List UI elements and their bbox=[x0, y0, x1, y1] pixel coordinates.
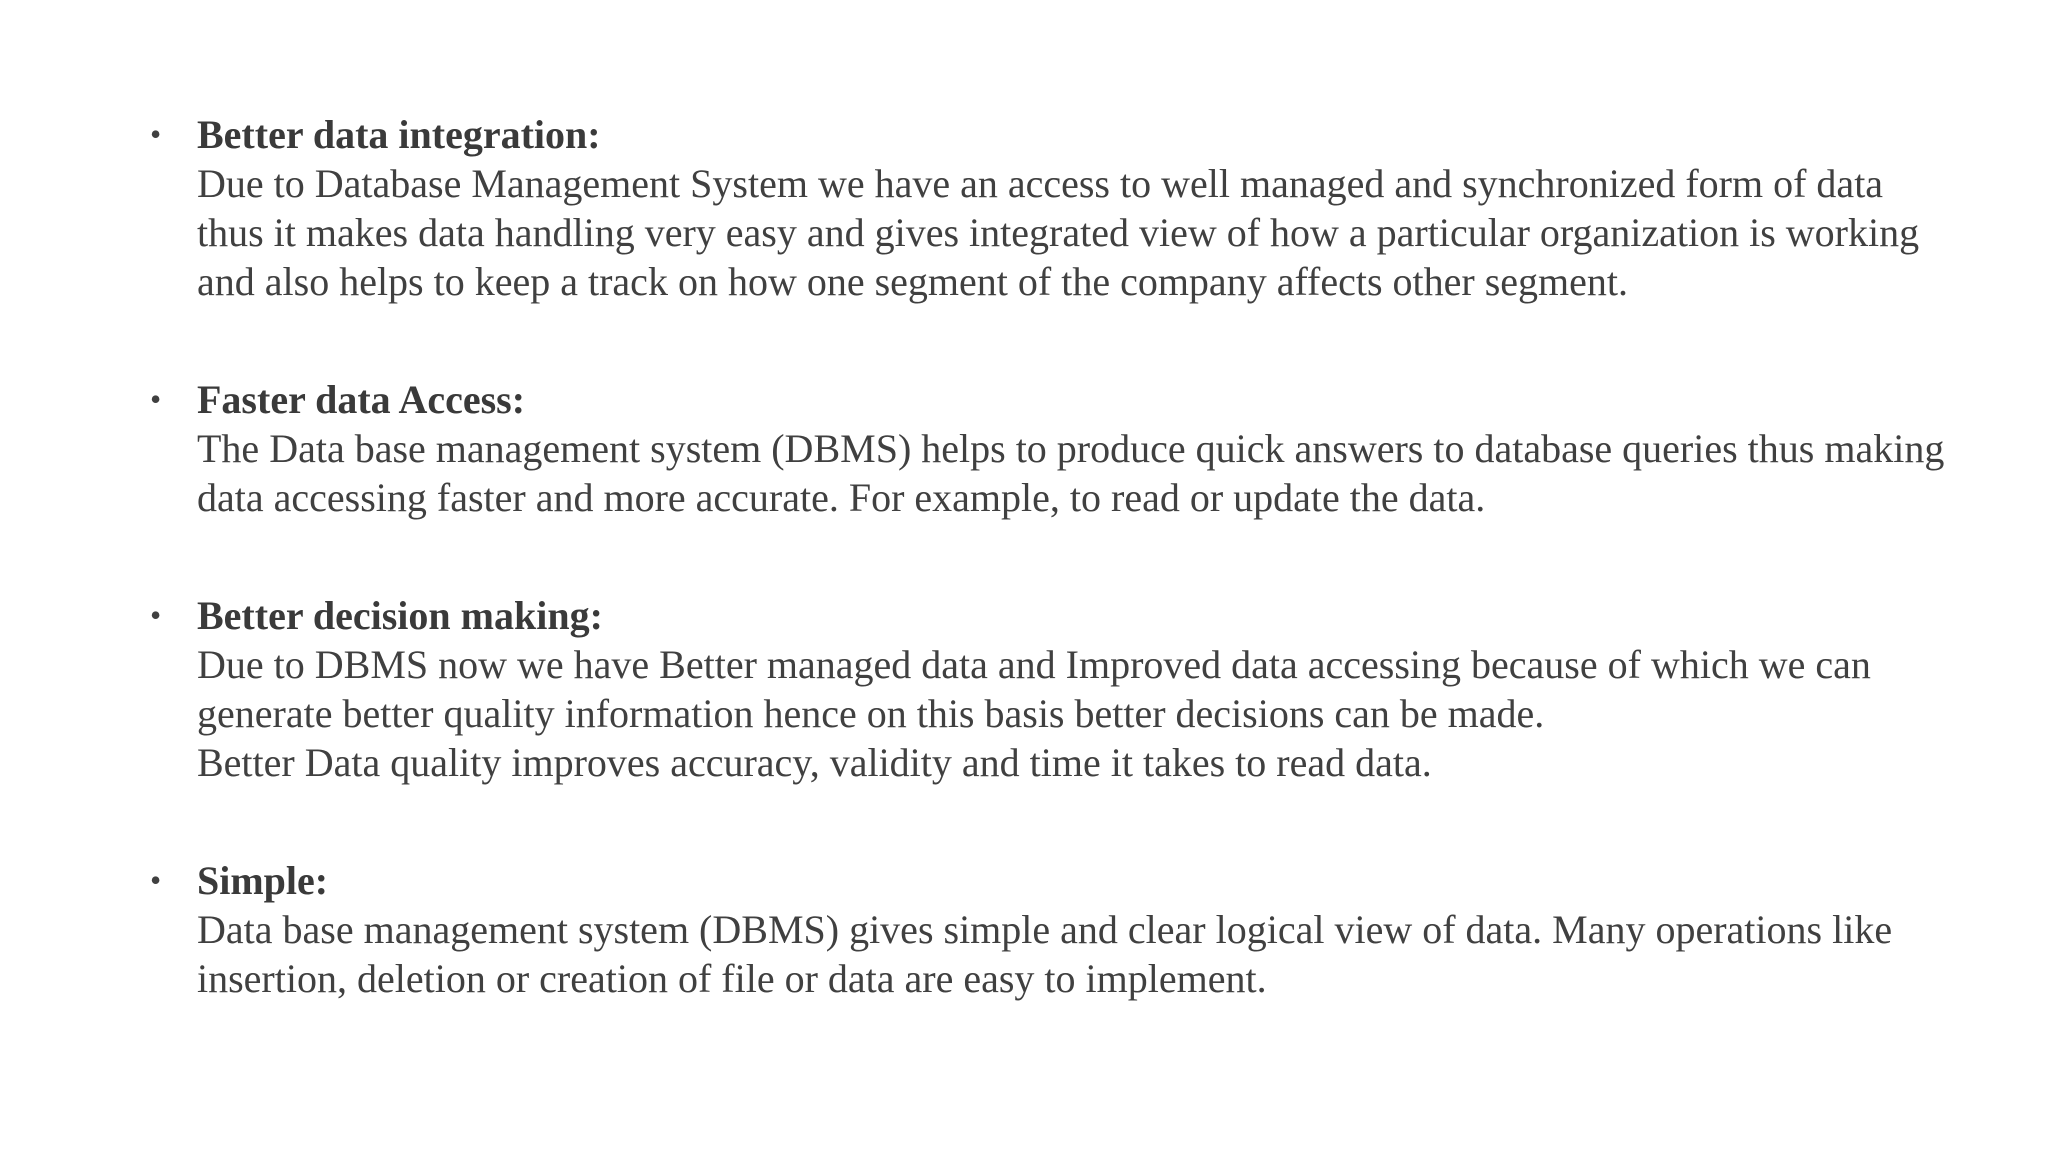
bullet-paragraph: The Data base management system (DBMS) helps to produce quick answers to database queries thus making data accessing faster and more accurate. For example, to read or update the data. bbox=[197, 426, 1945, 520]
bullet-paragraph: Better Data quality improves accuracy, validity and time it takes to read data. bbox=[197, 740, 1432, 785]
bullet-dot-icon: • bbox=[150, 116, 162, 152]
bullet-heading: Better data integration: bbox=[197, 112, 601, 157]
bullet-heading: Faster data Access: bbox=[197, 377, 526, 422]
bullet-dot-icon: • bbox=[150, 381, 162, 417]
bullet-paragraph: Due to DBMS now we have Better managed data and Improved data accessing because of which we can generate better quality information hence on this basis better decisions can be made. bbox=[197, 642, 1871, 736]
bullet-heading: Better decision making: bbox=[197, 593, 603, 638]
bullet-paragraph: Data base management system (DBMS) gives simple and clear logical view of data. Many operations like insertion, deletion or creation of file or data are easy to implement. bbox=[197, 907, 1893, 1001]
bullet-item-decision-making bbox=[150, 591, 1950, 787]
bullet-paragraph: Due to Database Management System we have an access to well managed and synchronized form of data thus it makes data handling very easy and gives integrated view of how a particular organization is working and also helps to keep a track on how one segment of the company affects other segment. bbox=[197, 161, 1920, 304]
bullet-item-data-access bbox=[150, 375, 1950, 522]
bullet-heading: Simple: bbox=[197, 858, 329, 903]
bullet-dot-icon: • bbox=[150, 597, 162, 633]
bullet-item-data-integration bbox=[150, 110, 1950, 306]
bullet-list bbox=[150, 110, 1950, 1003]
bullet-item-simple bbox=[150, 856, 1950, 1003]
bullet-dot-icon: • bbox=[150, 862, 162, 898]
